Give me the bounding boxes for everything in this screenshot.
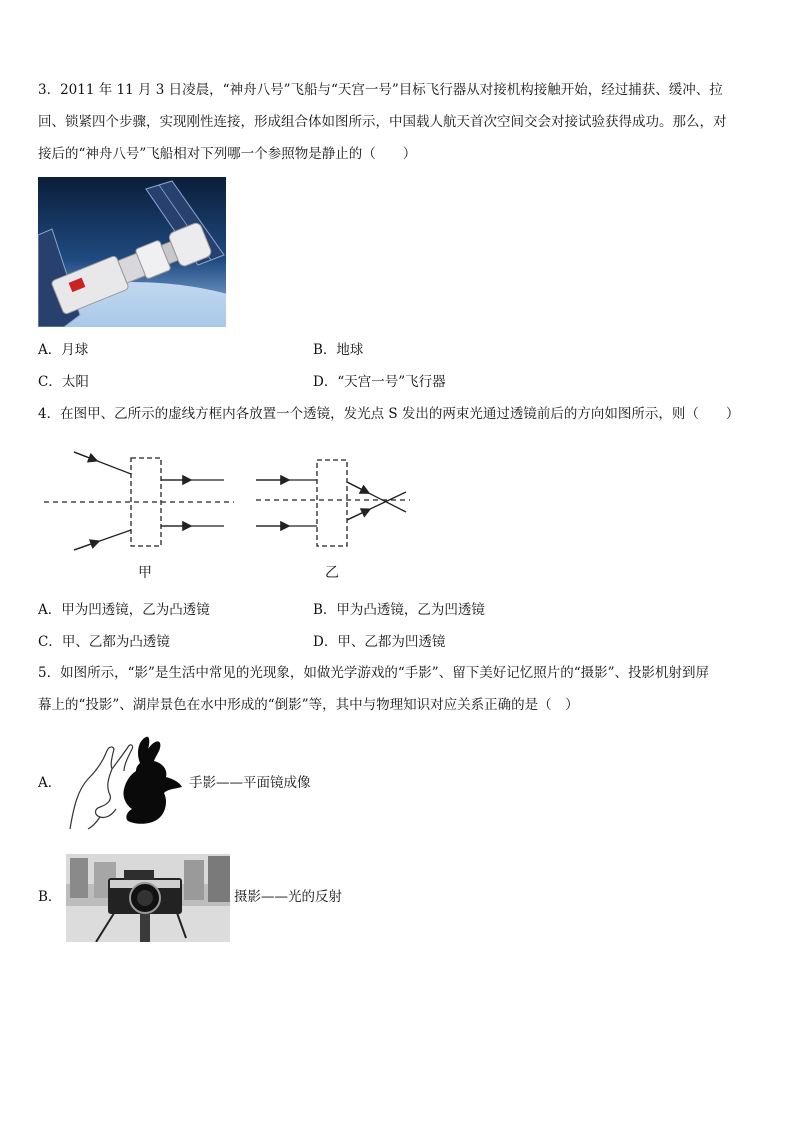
hand-shadow-picture [66,735,188,831]
spacecraft-docking-photo [38,177,226,327]
q4-option-b[interactable]: B．甲为凸透镜，乙为凹透镜 [313,602,485,618]
diagram-label-jia: 甲 [138,565,152,581]
q3-text-line-3: 接后的“神舟八号”飞船相对下列哪一个参照物是静止的（ ） [38,146,417,162]
diagram-yi [256,460,410,546]
q5-text-line-1: 5．如图所示，“影”是生活中常见的光现象，如做光学游戏的“手影”、留下美好记忆照片的“摄影”、投影机射到屏 [38,665,709,681]
q5-option-b-letter[interactable]: B． [38,889,62,905]
diagram-jia [44,452,234,550]
q3-option-a[interactable]: A．月球 [38,342,89,358]
q3-text-line-1: 3．2011 年 11 月 3 日凌晨，“神舟八号”飞船与“天宫一号”目标飞行器从对接机构接触开始，经过捕获、缓冲、拉 [38,82,723,98]
q3-option-c[interactable]: C．太阳 [38,374,89,390]
q4-option-a[interactable]: A．甲为凹透镜，乙为凸透镜 [38,602,210,618]
camera-photo [66,854,230,942]
q4-option-c[interactable]: C．甲、乙都为凸透镜 [38,634,170,650]
q5-option-a-letter[interactable]: A． [38,775,62,791]
q3-option-d[interactable]: D．“天宫一号”飞行器 [313,374,446,390]
q5-option-a-caption: 手影——平面镜成像 [189,775,311,791]
q4-option-d[interactable]: D．甲、乙都为凹透镜 [313,634,446,650]
diagram-label-yi: 乙 [325,565,339,581]
q5-text-line-2: 幕上的“投影”、湖岸景色在水中形成的“倒影”等，其中与物理知识对应关系正确的是（ ） [38,697,579,713]
q4-text-line-1: 4．在图甲、乙所示的虚线方框内各放置一个透镜，发光点 S 发出的两束光通过透镜前后的方向如图所示，则（ ） [38,406,740,422]
lens-ray-diagram [38,440,418,590]
q5-option-b-caption: 摄影——光的反射 [234,889,342,905]
q3-option-b[interactable]: B．地球 [313,342,364,358]
q3-text-line-2: 回、锁紧四个步骤，实现刚性连接，形成组合体如图所示，中国载人航天首次空间交会对接试验获得成功。那么，对 [38,114,727,130]
